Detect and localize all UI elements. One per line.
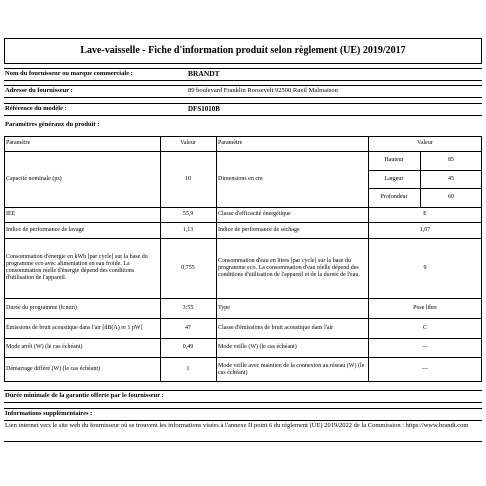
standby-value: — (422, 344, 428, 350)
header-value-1: Valeur (180, 140, 196, 146)
header-value-2: Valeur (417, 140, 433, 146)
delay-start-value: 1 (186, 366, 190, 372)
warranty-label: Durée minimale de la garantie offerte par le fournisseur : (5, 392, 164, 399)
off-mode-label: Mode arrêt (W) (le cas échéant) (6, 344, 83, 350)
supplier-name-label: Nom du fournisseur ou marque commerciale : (5, 70, 133, 77)
page-title: Lave-vaisselle - Fiche d'information produit selon règlement (UE) 2019/2017 (80, 45, 406, 56)
noise-label: Émissions de bruit acoustique dans l'air [dB(A) re 1 pW] (6, 324, 143, 331)
dry-perf-label: Indice de performance de séchage (218, 226, 300, 233)
supplier-address-label: Adresse du fournisseur : (5, 87, 73, 94)
noise-value: 47 (185, 324, 191, 331)
additional-info-text: Lien internet vers le site web du fournisseur où se trouvent les informations visées à l'annexe II point 6 du règlement (UE) 2019/2022 de la Commission : https://www.brandt.com (5, 422, 469, 429)
model-value: DFS1010B (188, 105, 220, 113)
noise-class-value: C (422, 324, 427, 331)
duration-label: Durée du programme (h:min) (6, 304, 77, 311)
energy-class-label: Classe d'efficacité énergétique (218, 211, 291, 217)
width-value: 45 (448, 175, 454, 182)
capacity-value: 10 (185, 175, 191, 182)
height-label: Hauteur (384, 157, 404, 163)
type-label: Type (218, 304, 230, 311)
dry-perf-value: 1,07 (419, 226, 431, 233)
depth-label: Profondeur (380, 194, 408, 200)
type-value: Pose libre (413, 304, 437, 311)
duration-value: 3:55 (182, 304, 194, 311)
water-consumption-label: Consommation d'eau en litres [par cycle] sur la base du programme eco. La consommation d'eau réelle dépend des conditions d'utilisation de l'appareil et de la dureté de l'eau. (218, 257, 360, 278)
header-param-1: Paramètre (6, 140, 31, 146)
iee-value: 55,9 (182, 211, 194, 217)
height-value: 85 (448, 157, 454, 163)
delay-start-label: Démarrage différé (W) (le cas échéant) (6, 366, 100, 372)
energy-consumption-label: Consommation d'énergie en kWh [par cycle] sur la base du programme eco avec alimentation en eau froide. La consommation réelle d'énergie dépend des conditions d'utilisation de l'appareil. (6, 254, 148, 281)
header-param-2: Paramètre (218, 140, 243, 146)
params-heading: Paramètres généraux du produit : (5, 121, 100, 128)
energy-class-value: E (423, 211, 427, 217)
width-label: Largeur (384, 175, 404, 182)
additional-info-label: Informations supplémentaires : (5, 410, 93, 417)
wash-perf-value: 1,13 (182, 226, 194, 233)
capacity-label: Capacité nominale (ps) (6, 175, 62, 182)
standby-label: Mode veille (W) (le cas échéant) (218, 344, 297, 350)
noise-class-label: Classe d'émissions de bruit acoustique dans l'air (218, 324, 334, 331)
wash-perf-label: Indice de performance de lavage (6, 226, 85, 233)
supplier-address-value: 89 boulevard Franklin Roosevelt 92500 Rueil Malmaison (188, 87, 338, 94)
off-mode-value: 0,49 (182, 344, 194, 350)
network-standby-value: — (422, 366, 428, 372)
water-consumption-value: 9 (423, 264, 427, 271)
model-label: Référence du modèle : (5, 105, 67, 112)
dimensions-label: Dimensions en cm (218, 175, 263, 182)
energy-consumption-value: 0,755 (181, 264, 195, 271)
network-standby-label: Mode veille avec maintien de la connexion au réseau (W) (le cas échéant) (218, 362, 365, 376)
supplier-name-value: BRANDT (188, 69, 220, 78)
depth-value: 60 (448, 194, 454, 200)
iee-label: IEE (6, 211, 16, 217)
